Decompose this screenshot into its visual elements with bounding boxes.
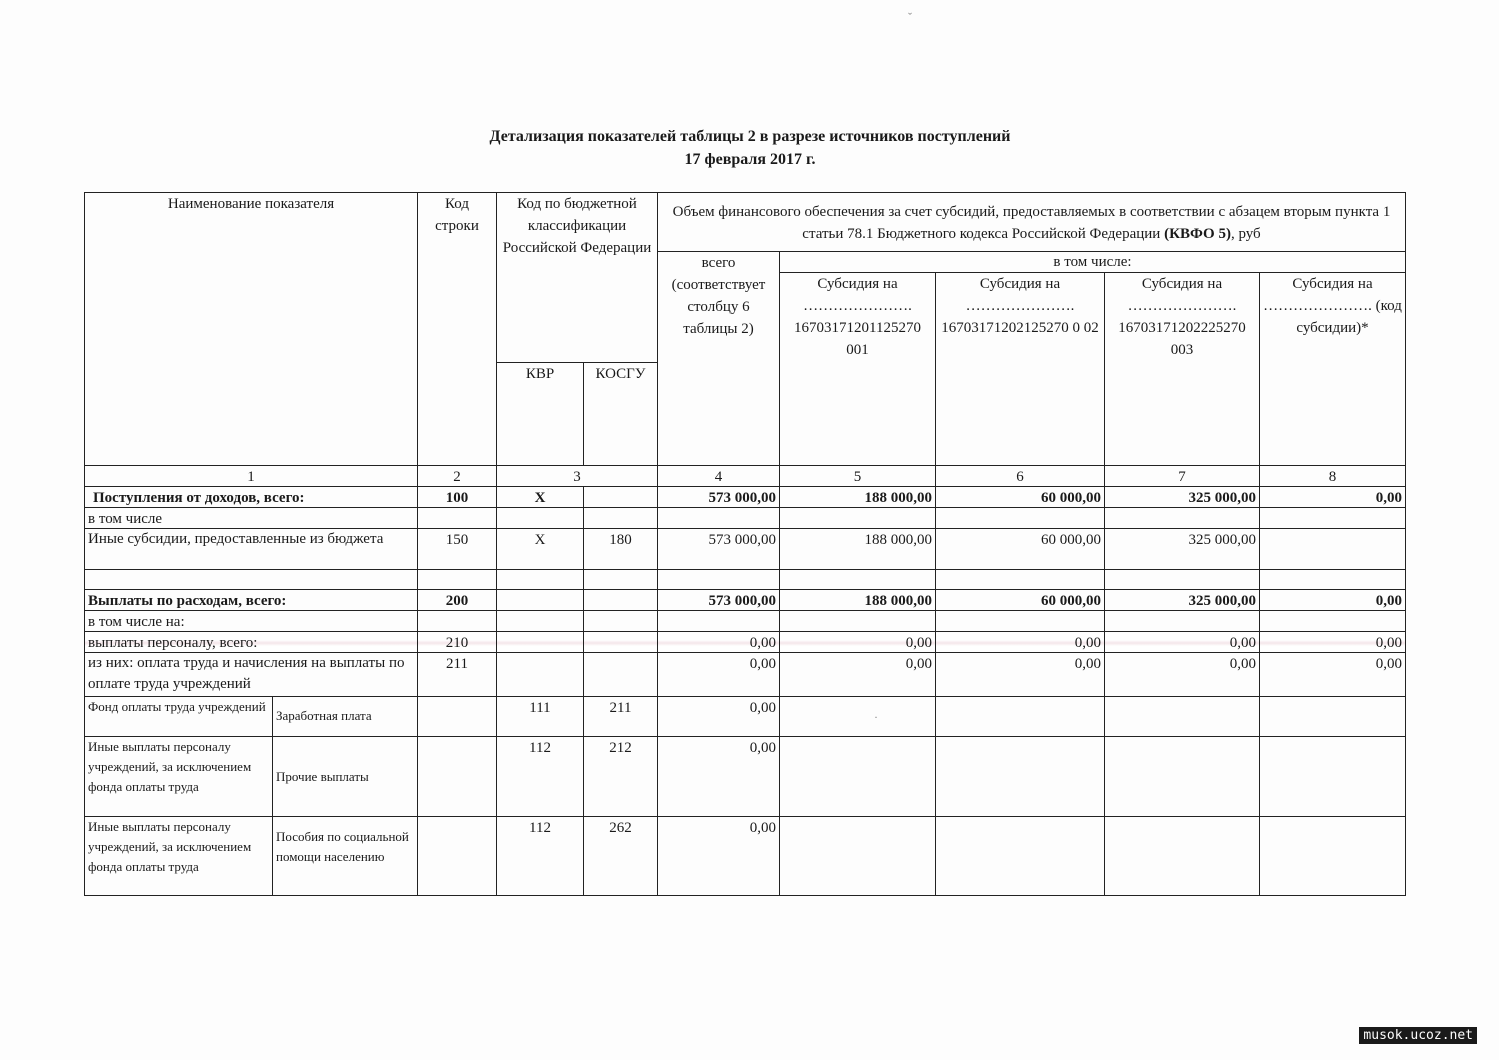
row-d3-v8 (1259, 816, 1406, 896)
empty-row (417, 569, 497, 590)
colnum-6: 6 (935, 465, 1105, 487)
row-staff-v5: 0,00 (779, 631, 936, 653)
row-incl2-empty (417, 610, 497, 632)
header-subsidy-2: Субсидия на …………………. 16703171202125270 0 02 (935, 272, 1105, 466)
row-wages-v5: 0,00 (779, 652, 936, 697)
header-kvr: КВР (496, 362, 584, 466)
row-d3-kvr: 112 (496, 816, 584, 896)
row-staff-v7: 0,00 (1104, 631, 1260, 653)
empty-row (583, 569, 658, 590)
row-staff-name: выплаты персоналу, всего: (84, 631, 418, 653)
row-d1-v6 (935, 696, 1105, 737)
header-name: Наименование показателя (84, 192, 418, 466)
header-budget-code: Код по бюджетной классификации Российской Федерации (496, 192, 658, 363)
header-volume: Объем финансового обеспечения за счет субсидий, предоставляемых в соответствии с абзацем вторым пункта 1 статьи 78.1 Бюджетного кодекса Российской Федерации (КВФО 5), руб (657, 192, 1406, 252)
row-expenses-v5: 188 000,00 (779, 589, 936, 611)
row-expenses-v7: 325 000,00 (1104, 589, 1260, 611)
row-d1-v5 (779, 696, 936, 737)
row-incl1-empty (1104, 507, 1260, 529)
document-date: 17 февраля 2017 г. (684, 151, 816, 168)
row-wages-kosgu (583, 652, 658, 697)
row-expenses-v4: 573 000,00 (657, 589, 780, 611)
row-wages-v7: 0,00 (1104, 652, 1260, 697)
empty-row (1104, 569, 1260, 590)
row-d3-kosgu: 262 (583, 816, 658, 896)
row-income-name: Поступления от доходов, всего: (84, 486, 418, 508)
header-subsidy-3: Субсидия на …………………. 16703171202225270 003 (1104, 272, 1260, 466)
row-staff-v8: 0,00 (1259, 631, 1406, 653)
row-incl2-empty (583, 610, 658, 632)
row-d3-v4: 0,00 (657, 816, 780, 896)
colnum-2: 2 (417, 465, 497, 487)
row-incl2-empty (779, 610, 936, 632)
row-incl1-empty (417, 507, 497, 529)
row-expenses-v6: 60 000,00 (935, 589, 1105, 611)
document-title: Детализация показателей таблицы 2 в разрезе источников поступлений (489, 128, 1011, 145)
row-wages-v8: 0,00 (1259, 652, 1406, 697)
row-income-v4: 573 000,00 (657, 486, 780, 508)
row-incl2-empty (1104, 610, 1260, 632)
watermark: musok.ucoz.net (1359, 1027, 1477, 1044)
row-d1-v7 (1104, 696, 1260, 737)
colnum-5: 5 (779, 465, 936, 487)
row-expenses-name: Выплаты по расходам, всего: (84, 589, 418, 611)
empty-row (84, 569, 418, 590)
row-other-sub-v7: 325 000,00 (1104, 528, 1260, 570)
row-incl1-empty (657, 507, 780, 529)
row-incl2-empty (657, 610, 780, 632)
row-expenses-kvr (496, 589, 584, 611)
row-incl1-empty (496, 507, 584, 529)
row-d3-v6 (935, 816, 1105, 896)
row-d2-v7 (1104, 736, 1260, 817)
row-incl2-empty (1259, 610, 1406, 632)
row-staff-kosgu (583, 631, 658, 653)
row-incl2-empty (935, 610, 1105, 632)
row-expenses-kosgu (583, 589, 658, 611)
row-staff-code: 210 (417, 631, 497, 653)
row-other-sub-name: Иные субсидии, предоставленные из бюджета (84, 528, 418, 570)
row-incl1-empty (779, 507, 936, 529)
row-income-v5: 188 000,00 (779, 486, 936, 508)
row-d3-v5 (779, 816, 936, 896)
row-wages-code: 211 (417, 652, 497, 697)
row-income-v7: 325 000,00 (1104, 486, 1260, 508)
row-incl2-empty (496, 610, 584, 632)
header-subsidy-1: Субсидия на …………………. 16703171201125270 001 (779, 272, 936, 466)
row-staff-v4: 0,00 (657, 631, 780, 653)
empty-row (779, 569, 936, 590)
row-incl1-empty (1259, 507, 1406, 529)
row-d3-code (417, 816, 497, 896)
row-incl1-empty (583, 507, 658, 529)
empty-row (935, 569, 1105, 590)
row-other-sub-code: 150 (417, 528, 497, 570)
colnum-7: 7 (1104, 465, 1260, 487)
row-d3-v7 (1104, 816, 1260, 896)
row-d2-v8 (1259, 736, 1406, 817)
row-d1-name: Фонд оплаты труда учреждений (84, 696, 273, 737)
row-d2-v6 (935, 736, 1105, 817)
row-expenses-v8: 0,00 (1259, 589, 1406, 611)
row-d1-sub: Заработная плата (272, 696, 418, 737)
row-d2-name: Иные выплаты персоналу учреждений, за исключением фонда оплаты труда (84, 736, 273, 817)
row-other-sub-v8 (1259, 528, 1406, 570)
row-income-kosgu (583, 486, 658, 508)
row-incl2-name: в том числе на: (84, 610, 418, 632)
empty-row (657, 569, 780, 590)
header-including: в том числе: (779, 251, 1406, 273)
row-income-v6: 60 000,00 (935, 486, 1105, 508)
row-incl1-name: в том числе (84, 507, 418, 529)
row-d2-v5 (779, 736, 936, 817)
row-d2-kosgu: 212 (583, 736, 658, 817)
colnum-8: 8 (1259, 465, 1406, 487)
row-income-kvr: Х (496, 486, 584, 508)
row-incl1-empty (935, 507, 1105, 529)
row-d1-v4: 0,00 (657, 696, 780, 737)
row-other-sub-kosgu: 180 (583, 528, 658, 570)
row-other-sub-kvr: Х (496, 528, 584, 570)
row-d1-kvr: 111 (496, 696, 584, 737)
row-d2-v4: 0,00 (657, 736, 780, 817)
empty-row (1259, 569, 1406, 590)
row-income-code: 100 (417, 486, 497, 508)
row-staff-v6: 0,00 (935, 631, 1105, 653)
scan-speck: ˇ (908, 10, 912, 24)
row-wages-v4: 0,00 (657, 652, 780, 697)
row-wages-v6: 0,00 (935, 652, 1105, 697)
header-subsidy-4: Субсидия на …………………. (код субсидии)* (1259, 272, 1406, 466)
header-total: всего (соответствует столбцу 6 таблицы 2) (657, 251, 780, 466)
row-income-v8: 0,00 (1259, 486, 1406, 508)
colnum-1: 1 (84, 465, 418, 487)
row-d2-kvr: 112 (496, 736, 584, 817)
row-d1-code (417, 696, 497, 737)
row-d3-sub: Пособия по социальной помощи населению (272, 816, 418, 896)
row-d3-name: Иные выплаты персоналу учреждений, за исключением фонда оплаты труда (84, 816, 273, 896)
empty-row (496, 569, 584, 590)
colnum-4: 4 (657, 465, 780, 487)
row-wages-kvr (496, 652, 584, 697)
row-expenses-code: 200 (417, 589, 497, 611)
row-wages-name: из них: оплата труда и начисления на выплаты по оплате труда учреждений (84, 652, 418, 697)
row-d1-v8 (1259, 696, 1406, 737)
row-d1-kosgu: 211 (583, 696, 658, 737)
row-other-sub-v5: 188 000,00 (779, 528, 936, 570)
scan-speck: · (874, 710, 878, 724)
row-d2-sub: Прочие выплаты (272, 736, 418, 817)
row-other-sub-v4: 573 000,00 (657, 528, 780, 570)
row-other-sub-v6: 60 000,00 (935, 528, 1105, 570)
header-kosgu: КОСГУ (583, 362, 658, 466)
row-d2-code (417, 736, 497, 817)
colnum-3: 3 (496, 465, 658, 487)
header-code-line: Код строки (417, 192, 497, 466)
row-staff-kvr (496, 631, 584, 653)
